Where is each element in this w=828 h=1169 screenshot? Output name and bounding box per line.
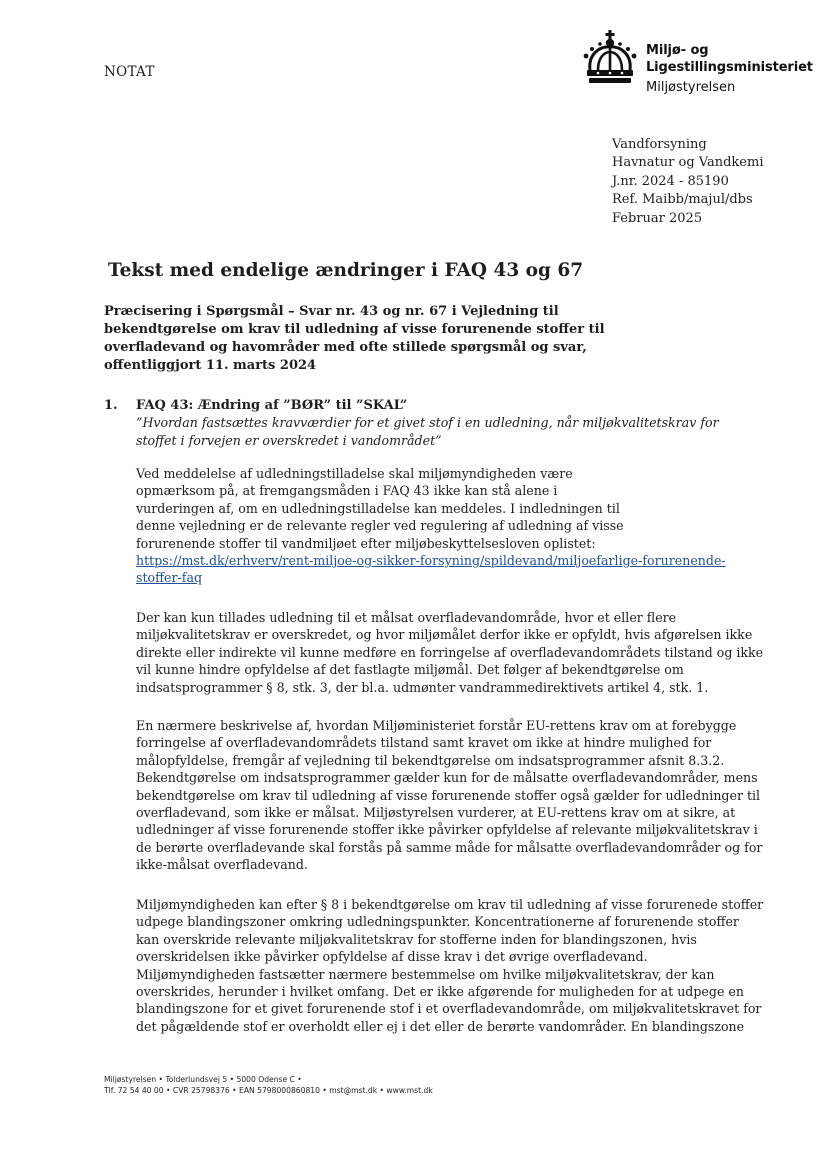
paragraph-line: vil kunne hindre opfyldelse af det fastlagte miljømål. Det følger af bekendtgørelse om bbox=[136, 662, 684, 678]
meta-line: Havnatur og Vandkemi bbox=[612, 155, 764, 171]
paragraph-1 bbox=[136, 465, 736, 587]
royal-crown-icon bbox=[580, 30, 640, 86]
subtitle-line: offentliggjort 11. marts 2024 bbox=[104, 358, 317, 373]
paragraph-2 bbox=[136, 609, 764, 696]
page-footer bbox=[104, 1075, 433, 1096]
subtitle-line: overfladevand og havområder med ofte stillede spørgsmål og svar, bbox=[104, 340, 587, 355]
ministry-name-line1: Miljø- og bbox=[646, 43, 709, 58]
section-heading: FAQ 43: Ændring af ”BØR” til ”SKAL” bbox=[136, 398, 408, 413]
paragraph-line: bekendtgørelse om krav til udledning af visse forurenende stoffer også gælder for udledninger til bbox=[136, 787, 761, 803]
question-line: ”Hvordan fastsættes kravværdier for et givet stof i en udledning, når miljøkvalitetskrav for bbox=[136, 415, 719, 430]
paragraph-line: indsatsprogrammer § 8, stk. 3, der bl.a. udmønter vandrammedirektivets artikel 4, stk. 1. bbox=[136, 679, 709, 695]
paragraph-line: Der kan kun tillades udledning til et målsat overfladevandområde, hvor et eller flere bbox=[136, 610, 677, 625]
paragraph-line: direkte eller indirekte vil kunne medføre en forringelse af overfladevandområdets tilstand og ikke bbox=[136, 644, 764, 660]
paragraph-line: udpege blandingszoner omkring udledningspunkter. Koncentrationerne af forurenende stoffer bbox=[136, 914, 739, 930]
paragraph-line: miljøkvalitetskrav er overskredet, og hvor miljømålet derfor ikke er opfyldt, hvis afgørelsen ikke bbox=[136, 627, 753, 643]
paragraph-line: overfladevand, som ikke er målsat. Miljøstyrelsen vurderer, at EU-rettens krav om at sikre, at bbox=[136, 805, 736, 821]
footer-address: Miljøstyrelsen • Tolderlundsvej 5 • 5000 Odense C • bbox=[104, 1075, 302, 1084]
faq-link[interactable]: stoffer-faq bbox=[136, 570, 203, 586]
meta-line: Vandforsyning bbox=[612, 137, 707, 152]
paragraph-line: denne vejledning er de relevante regler ved regulering af udledning af visse bbox=[136, 518, 624, 534]
document-subtitle bbox=[104, 303, 624, 375]
paragraph-line: Bekendtgørelse om indsatsprogrammer gælder kun for de målsatte overfladevandområder, mens bbox=[136, 770, 758, 786]
faq-link[interactable]: https://mst.dk/erhverv/rent-miljoe-og-sikker-forsyning/spildevand/miljoefarlige-forurenende- bbox=[136, 553, 726, 569]
paragraph-4 bbox=[136, 896, 764, 1035]
paragraph-line: de berørte overfladevande skal forstås på samme måde for målsatte overfladevandområder og for bbox=[136, 839, 763, 855]
paragraph-line: kan overskride relevante miljøkvalitetskrav for stofferne inden for blandingszonen, hvis bbox=[136, 931, 697, 947]
subtitle-line: Præcisering i Spørgsmål – Svar nr. 43 og nr. 67 i Vejledning til bbox=[104, 304, 559, 319]
paragraph-3 bbox=[136, 717, 763, 874]
meta-line: Ref. Maibb/majul/dbs bbox=[612, 192, 753, 208]
paragraph-line: Miljømyndigheden kan efter § 8 i bekendtgørelse om krav til udledning af visse forurenede stoffer bbox=[136, 897, 764, 912]
ministry-name-line2: Ligestillingsministeriet bbox=[646, 60, 813, 75]
document-type-label: NOTAT bbox=[104, 64, 155, 80]
meta-line: Februar 2025 bbox=[612, 210, 703, 226]
paragraph-line: målopfyldelse, fremgår af vejledning til bekendtgørelse om indsatsprogrammer afsnit 8.3.2. bbox=[136, 752, 725, 768]
document-title: Tekst med endelige ændringer i FAQ 43 og 67 bbox=[108, 260, 584, 281]
section-number: 1. bbox=[104, 398, 118, 413]
paragraph-line: vurderingen af, om en udledningstilladelse kan meddeles. I indledningen til bbox=[136, 500, 620, 516]
subtitle-line: bekendtgørelse om krav til udledning af visse forurenende stoffer til bbox=[104, 322, 605, 337]
paragraph-line: udledninger af visse forurenende stoffer ikke påvirker opfyldelse af relevante miljøkvalitetskrav i bbox=[136, 822, 758, 838]
document-metadata bbox=[612, 136, 763, 228]
paragraph-line: forurenende stoffer til vandmiljøet efter miljøbeskyttelsesloven oplistet: bbox=[136, 535, 596, 551]
paragraph-line: forringelse af overfladevandområdets tilstand samt kravet om ikke at hindre mulighed for bbox=[136, 735, 712, 751]
paragraph-line: overskridelsen ikke påvirker opfyldelse af disse krav i det øvrige overfladevand. bbox=[136, 949, 648, 965]
agency-name: Miljøstyrelsen bbox=[646, 80, 736, 95]
faq-question bbox=[136, 414, 736, 449]
paragraph-line: det pågældende stof er overholdt eller ej i det eller de berørte vandområder. En blandingszone bbox=[136, 1018, 745, 1034]
paragraph-line: ikke-målsat overfladevand. bbox=[136, 857, 308, 873]
paragraph-line: Ved meddelelse af udledningstilladelse skal miljømyndigheden være bbox=[136, 466, 573, 481]
ministry-logo bbox=[580, 30, 820, 102]
paragraph-line: En nærmere beskrivelse af, hvordan Miljøministeriet forstår EU-rettens krav om at forebygge bbox=[136, 718, 737, 733]
meta-line: J.nr. 2024 - 85190 bbox=[612, 173, 729, 189]
paragraph-line: blandingszone for et givet forurenende stof i et overfladevandområde, om miljøkvalitetskravet for bbox=[136, 1001, 762, 1017]
question-line: stoffet i forvejen er overskredet i vandområdet” bbox=[136, 432, 442, 448]
paragraph-line: overskrides, herunder i hvilket omfang. Det er ikke afgørende for muligheden for at udpege en bbox=[136, 984, 744, 1000]
footer-contact: Tlf. 72 54 40 00 • CVR 25798376 • EAN 5798000860810 • mst@mst.dk • www.mst.dk bbox=[104, 1085, 433, 1095]
paragraph-line: opmærksom på, at fremgangsmåden i FAQ 43 ikke kan stå alene i bbox=[136, 483, 558, 499]
paragraph-line: Miljømyndigheden fastsætter nærmere bestemmelse om hvilke miljøkvalitetskrav, der kan bbox=[136, 966, 715, 982]
